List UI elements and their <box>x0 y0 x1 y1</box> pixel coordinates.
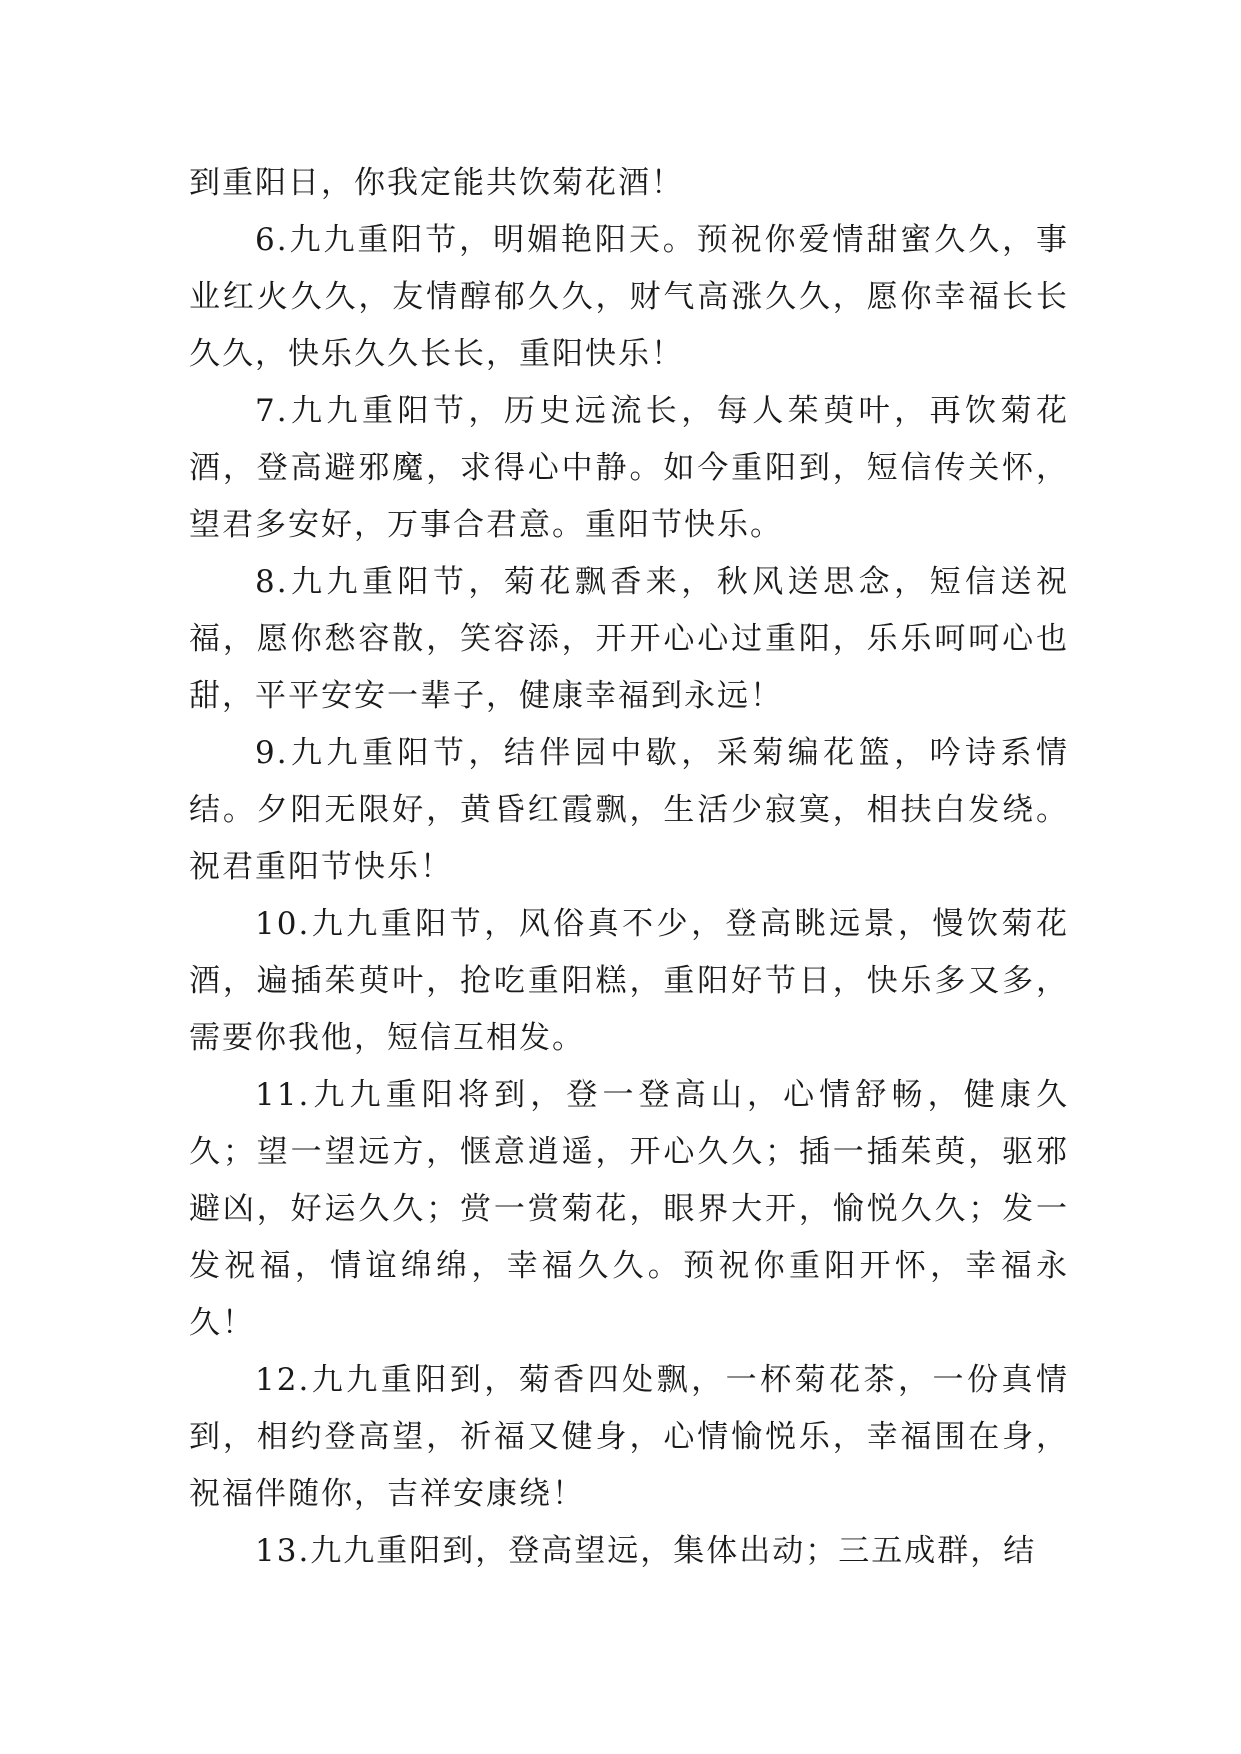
paragraph-item-12: 12.九九重阳到，菊香四处飘，一杯菊花茶，一份真情到，相约登高望，祈福又健身，心情愉悦乐，幸福围在身，祝福伴随你，吉祥安康绕！ <box>189 1362 1069 1512</box>
paragraph-item-9: 9.九九重阳节，结伴园中歇，采菊编花篮，吟诗系情结。夕阳无限好，黄昏红霞飘，生活少寂寞，相扶白发绕。祝君重阳节快乐！ <box>189 735 1069 885</box>
paragraph-item-7: 7.九九重阳节，历史远流长，每人茱萸叶，再饮菊花酒，登高避邪魔，求得心中静。如今重阳到，短信传关怀，望君多安好，万事合君意。重阳节快乐。 <box>189 393 1069 543</box>
paragraph-item-8: 8.九九重阳节，菊花飘香来，秋风送思念，短信送祝福，愿你愁容散，笑容添，开开心心过重阳，乐乐呵呵心也甜，平平安安一辈子，健康幸福到永远！ <box>189 564 1069 714</box>
paragraph-item-10: 10.九九重阳节，风俗真不少，登高眺远景，慢饮菊花酒，遍插茱萸叶，抢吃重阳糕，重阳好节日，快乐多又多，需要你我他，短信互相发。 <box>189 906 1069 1056</box>
paragraph-item-13: 13.九九重阳到，登高望远，集体出动；三五成群，结 <box>255 1533 1037 1569</box>
paragraph-continuation: 到重阳日，你我定能共饮菊花酒！ <box>189 165 684 201</box>
paragraph-item-6: 6.九九重阳节，明媚艳阳天。预祝你爱情甜蜜久久，事业红火久久，友情醇郁久久，财气高涨久久，愿你幸福长长久久，快乐久久长长，重阳快乐！ <box>189 222 1069 372</box>
document-body <box>189 155 1069 1580</box>
paragraph-item-11: 11.九九重阳将到，登一登高山，心情舒畅，健康久久；望一望远方，惬意逍遥，开心久久；插一插茱萸，驱邪避凶，好运久久；赏一赏菊花，眼界大开，愉悦久久；发一发祝福，情谊绵绵，幸福久久。预祝你重阳开怀，幸福永久！ <box>189 1077 1069 1341</box>
